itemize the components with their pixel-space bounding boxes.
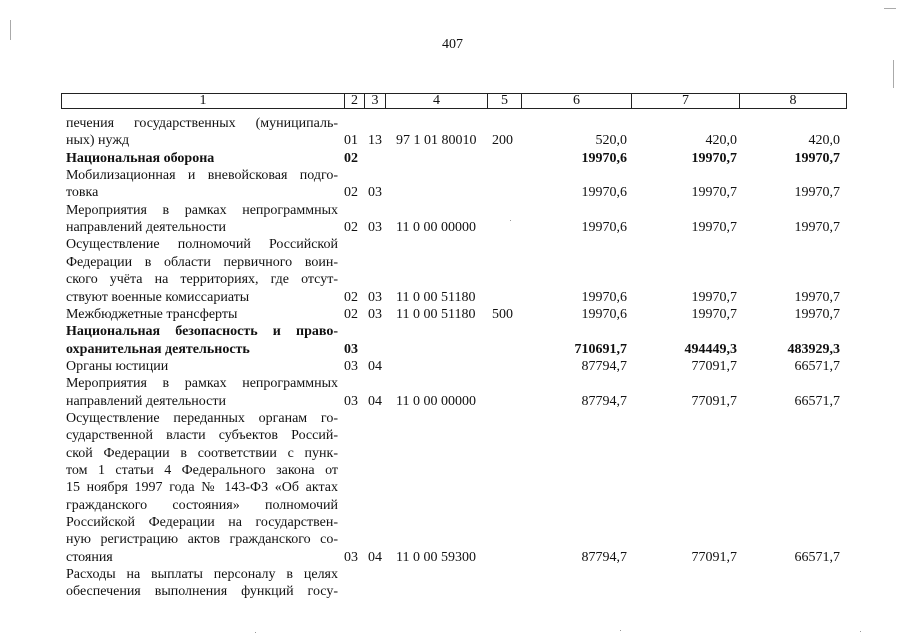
row-section-code: 02: [344, 150, 358, 166]
scan-speck: [860, 631, 861, 632]
row-amount-1: 19970,6: [581, 185, 627, 201]
scan-mark: [893, 60, 894, 88]
row-label: Мобилизационная и вневойсковая подго-: [66, 168, 338, 184]
row-subsection-code: 04: [368, 358, 382, 374]
row-amount-1: 87794,7: [581, 393, 627, 409]
row-amount-2: 19970,7: [691, 289, 737, 305]
scan-speck: [510, 220, 511, 221]
row-target-article: 11 0 00 59300: [396, 549, 476, 565]
row-amount-2: 19970,7: [691, 220, 737, 236]
row-amount-3: 19970,7: [794, 220, 840, 236]
table-row: [0, 306, 905, 323]
page-number: 407: [442, 37, 463, 52]
row-subsection-code: 03: [368, 185, 382, 201]
row-amount-3: 19970,7: [794, 185, 840, 201]
row-amount-3: 66571,7: [794, 549, 840, 565]
row-amount-3: 66571,7: [794, 358, 840, 374]
row-label: Национальная безопасность и право-: [66, 324, 338, 340]
row-subsection-code: 13: [368, 133, 382, 149]
table-row: [0, 514, 905, 531]
row-amount-2: 77091,7: [691, 393, 737, 409]
row-label: ную регистрацию актов гражданского со-: [66, 532, 338, 548]
table-row: [0, 445, 905, 462]
row-amount-2: 19970,7: [691, 150, 737, 166]
table-row: [0, 375, 905, 392]
row-label: Осуществление переданных органам го-: [66, 410, 338, 426]
row-amount-3: 420,0: [808, 133, 840, 149]
table-row: [0, 184, 905, 201]
row-label: Межбюджетные трансферты: [66, 306, 238, 322]
table-row: [0, 341, 905, 358]
row-label: обеспечения выполнения функций госу-: [66, 584, 338, 600]
row-amount-2: 77091,7: [691, 358, 737, 374]
table-row: [0, 289, 905, 306]
table-row: [0, 254, 905, 271]
row-amount-1: 19970,6: [581, 150, 627, 166]
row-amount-2: 420,0: [705, 133, 737, 149]
row-subsection-code: 03: [368, 306, 382, 322]
row-amount-3: 19970,7: [794, 306, 840, 322]
row-label: 15 ноября 1997 года № 143-ФЗ «Об актах: [66, 480, 338, 496]
row-expense-type: 200: [492, 133, 513, 149]
row-amount-3: 19970,7: [794, 289, 840, 305]
row-amount-3: 19970,7: [794, 150, 840, 166]
row-subsection-code: 04: [368, 393, 382, 409]
table-row: [0, 167, 905, 184]
table-row: [0, 202, 905, 219]
row-target-article: 11 0 00 00000: [396, 220, 476, 236]
row-label: ствуют военные комиссариаты: [66, 289, 250, 305]
row-section-code: 03: [344, 549, 358, 565]
table-row: [0, 462, 905, 479]
row-label: направлений деятельности: [66, 393, 226, 409]
header-col-8: 8: [789, 93, 797, 108]
header-col-6: 6: [573, 93, 580, 108]
row-section-code: 03: [344, 358, 358, 374]
table-row: [0, 497, 905, 514]
row-target-article: 97 1 01 80010: [396, 133, 477, 149]
table-row: [0, 132, 905, 149]
row-label: направлений деятельности: [66, 220, 226, 236]
row-label: Расходы на выплаты персоналу в целях: [66, 567, 338, 583]
row-amount-2: 77091,7: [691, 549, 737, 565]
row-label: Российской Федерации на государствен-: [66, 515, 338, 531]
table-row: [0, 393, 905, 410]
row-amount-1: 710691,7: [574, 341, 627, 357]
row-subsection-code: 04: [368, 549, 382, 565]
row-section-code: 03: [344, 393, 358, 409]
row-label: Федерации в области первичного воин-: [66, 254, 338, 270]
row-label: Национальная оборона: [66, 150, 215, 166]
row-amount-2: 19970,7: [691, 306, 737, 322]
header-col-2: 2: [351, 93, 358, 108]
table-row: [0, 358, 905, 375]
header-col-4: 4: [433, 93, 440, 108]
table-row: [0, 150, 905, 167]
row-section-code: 02: [344, 185, 358, 201]
row-subsection-code: 03: [368, 289, 382, 305]
row-target-article: 11 0 00 51180: [396, 306, 476, 322]
row-label: охранительная деятельность: [66, 341, 250, 357]
table-row: [0, 566, 905, 583]
scan-speck: [255, 632, 256, 633]
row-label: сударственной власти субъектов Россий-: [66, 428, 338, 444]
scan-speck: [620, 630, 621, 631]
row-label: товка: [66, 185, 99, 201]
row-label: печения государственных (муниципаль-: [66, 116, 338, 131]
row-section-code: 02: [344, 220, 358, 236]
row-subsection-code: 03: [368, 220, 382, 236]
row-amount-1: 19970,6: [581, 306, 627, 322]
row-amount-1: 19970,6: [581, 220, 627, 236]
row-amount-2: 494449,3: [684, 341, 737, 357]
row-section-code: 03: [344, 341, 358, 357]
row-amount-1: 87794,7: [581, 358, 627, 374]
table-row: [0, 479, 905, 496]
row-label: ных) нужд: [66, 133, 130, 149]
row-amount-2: 19970,7: [691, 185, 737, 201]
table-row: [0, 410, 905, 427]
row-section-code: 01: [344, 133, 358, 149]
row-label: гражданского состояния» полномочий: [66, 497, 338, 513]
row-label: стояния: [66, 549, 113, 565]
row-label: Органы юстиции: [66, 358, 169, 374]
table-row: [0, 323, 905, 340]
row-label: ской Федерации в соответствии с пунк-: [66, 445, 338, 461]
header-col-5: 5: [501, 93, 508, 108]
row-target-article: 11 0 00 51180: [396, 289, 476, 305]
table-row: [0, 427, 905, 444]
row-label: Мероприятия в рамках непрограммных: [66, 202, 338, 218]
table-row: [0, 583, 905, 600]
row-amount-1: 520,0: [595, 133, 627, 149]
row-amount-3: 483929,3: [787, 341, 840, 357]
table-header: [61, 93, 847, 109]
row-amount-1: 19970,6: [581, 289, 627, 305]
row-expense-type: 500: [492, 306, 513, 322]
table-row: [0, 115, 905, 132]
table-row: [0, 271, 905, 288]
row-amount-1: 87794,7: [581, 549, 627, 565]
table-row: [0, 219, 905, 236]
header-col-7: 7: [682, 93, 689, 108]
table-row: [0, 549, 905, 566]
header-col-3: 3: [371, 93, 379, 108]
row-section-code: 02: [344, 306, 358, 322]
row-label: Осуществление полномочий Российской: [66, 237, 338, 253]
row-label: ского учёта на территориях, где отсут-: [66, 272, 338, 288]
row-section-code: 02: [344, 289, 358, 305]
table-row: [0, 531, 905, 548]
row-label: Мероприятия в рамках непрограммных: [66, 376, 338, 392]
row-amount-3: 66571,7: [794, 393, 840, 409]
scan-mark: [10, 20, 11, 40]
scan-mark: [884, 8, 896, 9]
row-label: том 1 статьи 4 Федерального закона от: [66, 463, 338, 478]
table-row: [0, 236, 905, 253]
header-col-1: 1: [199, 93, 207, 108]
row-target-article: 11 0 00 00000: [396, 393, 476, 409]
